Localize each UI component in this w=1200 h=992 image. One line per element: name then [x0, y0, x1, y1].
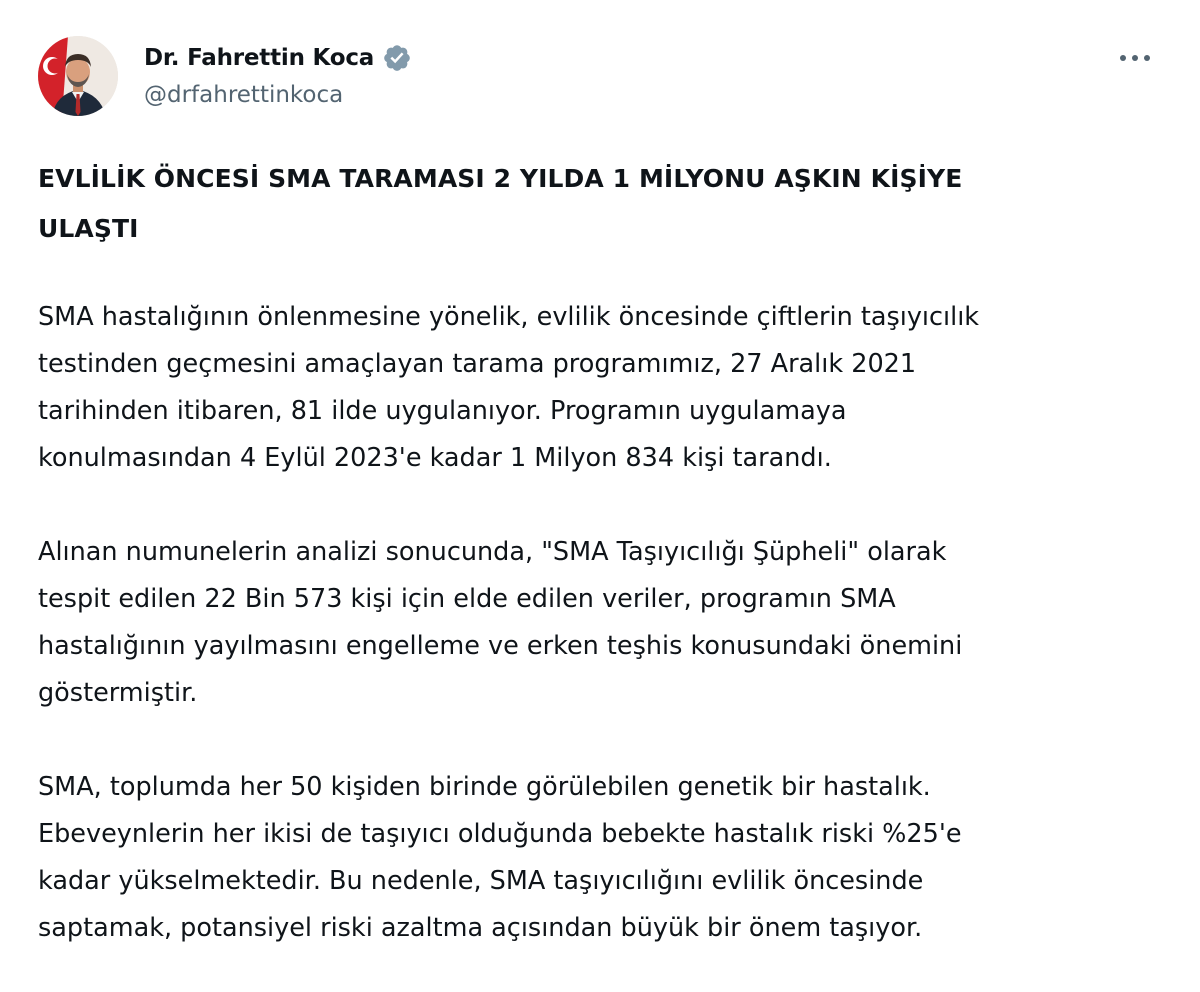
text-line: SMA, toplumda her 50 kişiden birinde görülebilen genetik bir hastalık. [38, 772, 931, 802]
tweet-paragraph-2 [38, 529, 1168, 717]
headline-line: EVLİLİK ÖNCESİ SMA TARAMASI 2 YILDA 1 MİLYONU AŞKIN KİŞİYE [38, 164, 963, 193]
headline-line: ULAŞTI [38, 214, 139, 243]
text-line: testinden geçmesini amaçlayan tarama programımız, 27 Aralık 2021 [38, 349, 917, 379]
text-line: göstermiştir. [38, 678, 198, 708]
text-line: hastalığının yayılmasını engelleme ve erken teşhis konusundaki önemini [38, 631, 963, 661]
tweet-headline [38, 154, 1168, 254]
more-options-button[interactable] [1110, 40, 1160, 76]
text-line: tespit edilen 22 Bin 573 kişi için elde edilen veriler, programın SMA [38, 584, 896, 614]
text-line: saptamak, potansiyel riski azaltma açısından büyük bir önem taşıyor. [38, 913, 923, 943]
name-row [144, 40, 412, 76]
paragraph-gap [38, 717, 1168, 764]
author-display-name[interactable]: Dr. Fahrettin Koca [144, 45, 375, 71]
text-line: kadar yükselmektedir. Bu nedenle, SMA taşıyıcılığını evlilik öncesinde [38, 866, 924, 896]
text-line: konulmasından 4 Eylül 2023'e kadar 1 Milyon 834 kişi tarandı. [38, 443, 832, 473]
text-line: Ebeveynlerin her ikisi de taşıyıcı olduğunda bebekte hastalık riski %25'e [38, 819, 962, 849]
verified-badge-icon [382, 43, 412, 73]
text-line: Alınan numunelerin analizi sonucunda, "SMA Taşıyıcılığı Şüpheli" olarak [38, 537, 947, 567]
paragraph-gap [38, 254, 1168, 294]
paragraph-gap [38, 482, 1168, 529]
more-horizontal-icon [1118, 53, 1152, 63]
author-info [144, 40, 412, 108]
avatar-photo [38, 36, 118, 116]
tweet-paragraph-3 [38, 764, 1168, 952]
text-line: SMA hastalığının önlenmesine yönelik, evlilik öncesinde çiftlerin taşıyıcılık [38, 302, 980, 332]
author-handle[interactable]: @drfahrettinkoca [144, 82, 344, 108]
avatar[interactable] [38, 36, 118, 116]
tweet-text [38, 154, 1168, 952]
text-line: tarihinden itibaren, 81 ilde uygulanıyor. Programın uygulamaya [38, 396, 847, 426]
tweet-paragraph-1 [38, 294, 1168, 482]
